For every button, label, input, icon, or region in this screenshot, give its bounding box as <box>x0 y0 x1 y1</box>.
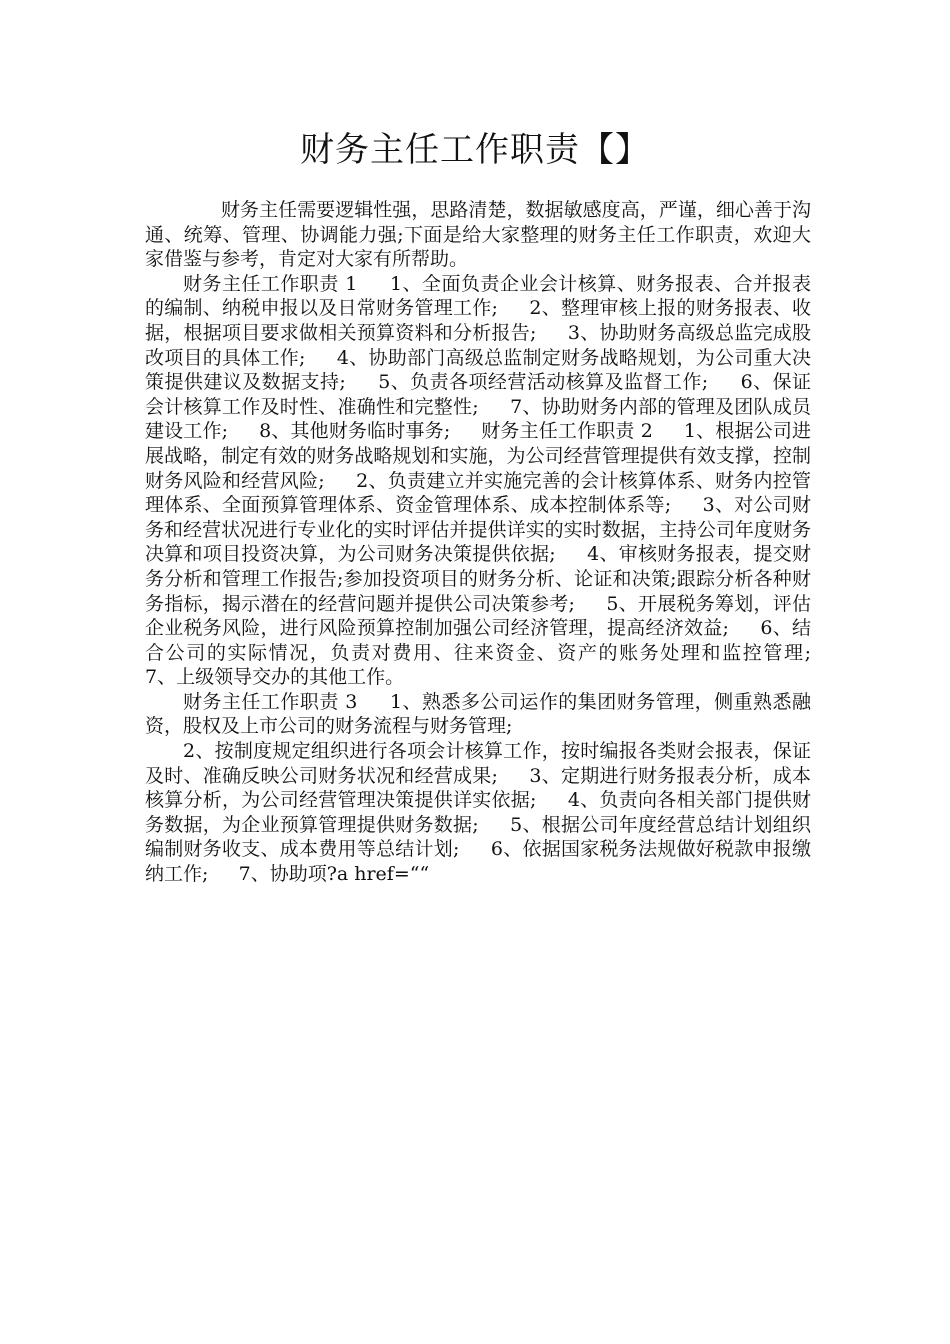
document-body <box>145 198 842 887</box>
duties-paragraph-1-2: 财务主任工作职责 1 1、全面负责企业会计核算、财务报表、合并报表的编制、纳税申报以及日常财务管理工作; 2、整理审核上报的财务报表、收据，根据项目要求做相关预算资料和分析报告; 3、协助财务高级总监完成股改项目的具体工作; 4、协助部门高级总监制定财务战略规划，为公司重大决策提供建议及数据支持; 5、负责各项经营活动核算及监督工作; 6、保证会计核算工作及时性、准确性和完整性; 7、协助财务内部的管理及团队成员建设工作; 8、其他财务临时事务; 财务主任工作职责 2 1、根据公司进展战略，制定有效的财务战略规划和实施，为公司经营管理提供有效支撑，控制财务风险和经营风险; 2、负责建立并实施完善的会计核算体系、财务内控管理体系、全面预算管理体系、资金管理体系、成本控制体系等; 3、对公司财务和经营状况进行专业化的实时评估并提供详实的实时数据，主持公司年度财务决算和项目投资决算，为公司财务决策提供依据; 4、审核财务报表，提交财务分析和管理工作报告;参加投资项目的财务分析、论证和决策;跟踪分析各种财务指标，揭示潜在的经营问题并提供公司决策参考; 5、开展税务筹划，评估企业税务风险，进行风险预算控制加强公司经济管理，提高经济效益; 6、结合公司的实际情况，负责对费用、往来资金、资产的账务处理和监控管理; 7、上级领导交办的其他工作。 <box>145 272 842 689</box>
duties-paragraph-3: 财务主任工作职责 3 1、熟悉多公司运作的集团财务管理，侧重熟悉融资，股权及上市公司的财务流程与财务管理; <box>145 690 811 738</box>
page-title: 财务主任工作职责【】 <box>300 130 650 170</box>
duties-paragraph-3-continued: 2、按制度规定组织进行各项会计核算工作，按时编报各类财会报表，保证及时、准确反映公司财务状况和经营成果; 3、定期进行财务报表分析，成本核算分析，为公司经营管理决策提供详实依据; 4、负责向各相关部门提供财务数据，为企业预算管理提供财务数据; 5、根据公司年度经营总结计划组织编制财务收支、成本费用等总结计划; 6、依据国家税务法规做好税款申报缴纳工作; 7、协助项?a href=““ <box>145 740 811 886</box>
intro-paragraph: 财务主任需要逻辑性强，思路清楚，数据敏感度高，严谨，细心善于沟通、统筹、管理、协调能力强;下面是给大家整理的财务主任工作职责，欢迎大家借鉴与参考，肯定对大家有所帮助。 <box>145 199 811 271</box>
